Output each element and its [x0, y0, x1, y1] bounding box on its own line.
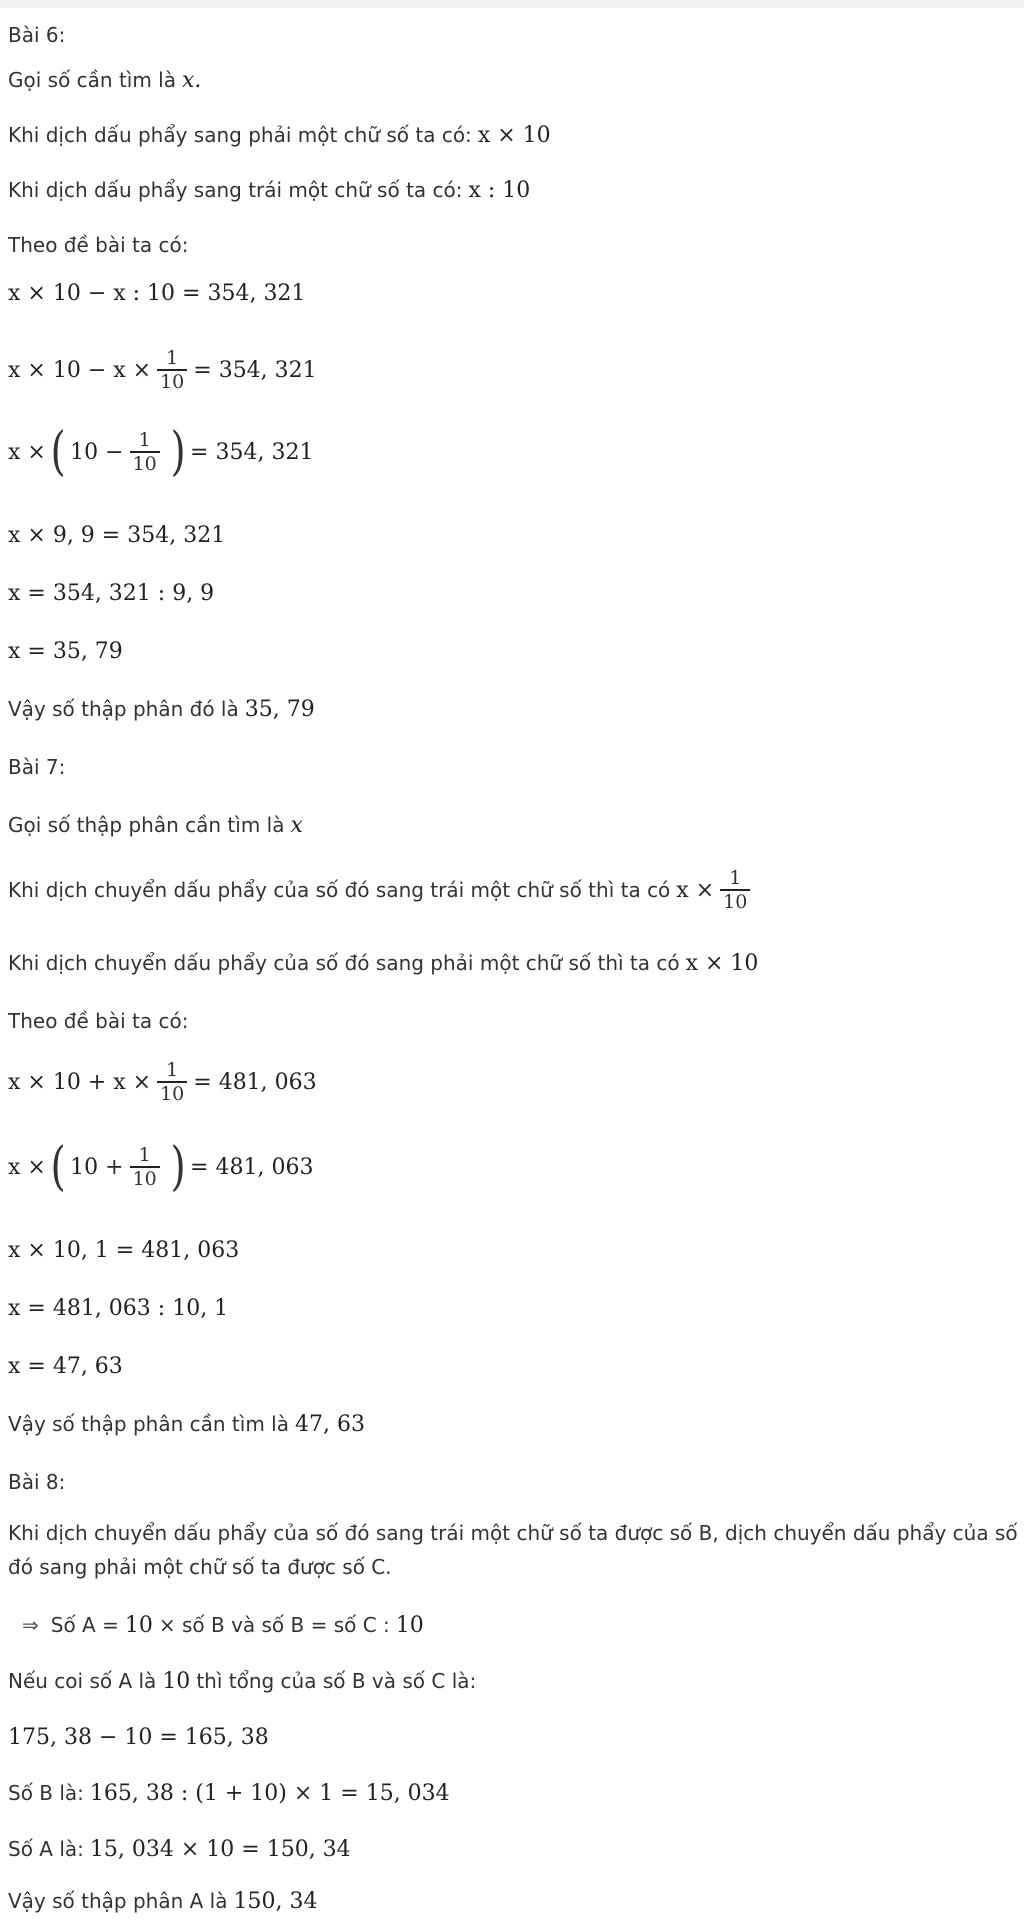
- b7-answer: Vậy số thập phân cần tìm là 47, 63: [8, 1411, 365, 1437]
- b8-line-2: ⇒ Số A = 10 × số B và số B = số C : 10: [22, 1612, 424, 1638]
- b7-eq-4: x = 481, 063 : 10, 1: [8, 1295, 229, 1321]
- b6-line-3: Khi dịch dấu phẩy sang trái một chữ số ta có: x : 10: [8, 177, 531, 203]
- b7-line-3: Khi dịch chuyển dấu phẩy của số đó sang phải một chữ số thì ta có x × 10: [8, 950, 759, 976]
- implies-arrow-icon: ⇒: [22, 1613, 39, 1637]
- b8-paragraph: Khi dịch chuyển dấu phẩy của số đó sang trái một chữ số ta được số B, dịch chuyển dấu phẩy của số đó sang phải một chữ số ta được số C.: [8, 1521, 1018, 1579]
- b7-title: Bài 7:: [8, 755, 66, 779]
- b8-eq-1: 175, 38 − 10 = 165, 38: [8, 1724, 269, 1750]
- b6-eq-4: x × 9, 9 = 354, 321: [8, 522, 226, 548]
- b7-eq-1: x × 10 + x × $\frac{1}{10}$ = 481, 063: [8, 1059, 317, 1105]
- b7-eq-2: x × ( 10 + $\frac{1}{10}$ ) = 481, 063: [8, 1137, 314, 1197]
- b8-line-4: Số B là: 165, 38 : (1 + 10) × 1 = 15, 034: [8, 1780, 450, 1806]
- b6-eq-5: x = 354, 321 : 9, 9: [8, 580, 215, 606]
- b7-eq-5: x = 47, 63: [8, 1353, 123, 1379]
- b6-eq-1: x × 10 − x : 10 = 354, 321: [8, 280, 306, 306]
- b6-title: Bài 6:: [8, 23, 66, 47]
- fraction: $\frac{1}{10}$: [157, 347, 187, 393]
- fraction: $\frac{1}{10}$: [157, 1059, 187, 1105]
- b6-eq-2: x × 10 − x × $\frac{1}{10}$ = 354, 321: [8, 347, 317, 393]
- b8-title: Bài 8:: [8, 1470, 66, 1494]
- fraction: $\frac{1}{10}$: [130, 1144, 160, 1190]
- b6-line-2: Khi dịch dấu phẩy sang phải một chữ số ta có: x × 10: [8, 122, 551, 148]
- fraction: $\frac{1}{10}$: [130, 429, 160, 475]
- fraction: $\frac{1}{10}$: [720, 867, 750, 913]
- b7-eq-3: x × 10, 1 = 481, 063: [8, 1237, 240, 1263]
- b7-line-4: Theo đề bài ta có:: [8, 1009, 189, 1033]
- b6-line-4: Theo đề bài ta có:: [8, 233, 189, 257]
- b8-line-3: Nếu coi số A là 10 thì tổng của số B và số C là:: [8, 1668, 477, 1694]
- b8-answer: Vậy số thập phân A là 150, 34: [8, 1888, 318, 1914]
- b6-eq-3: x × ( 10 − $\frac{1}{10}$ ) = 354, 321: [8, 422, 314, 482]
- b7-line-2: Khi dịch chuyển dấu phẩy của số đó sang trái một chữ số thì ta có x × $\frac{1}{10}$: [8, 858, 1018, 922]
- top-border: [0, 0, 1024, 8]
- b6-eq-6: x = 35, 79: [8, 638, 123, 664]
- b6-answer: Vậy số thập phân đó là 35, 79: [8, 696, 315, 722]
- b6-line-1: Gọi số cần tìm là x.: [8, 67, 202, 93]
- b7-line-1: Gọi số thập phân cần tìm là x: [8, 812, 303, 838]
- b8-line-5: Số A là: 15, 034 × 10 = 150, 34: [8, 1836, 351, 1862]
